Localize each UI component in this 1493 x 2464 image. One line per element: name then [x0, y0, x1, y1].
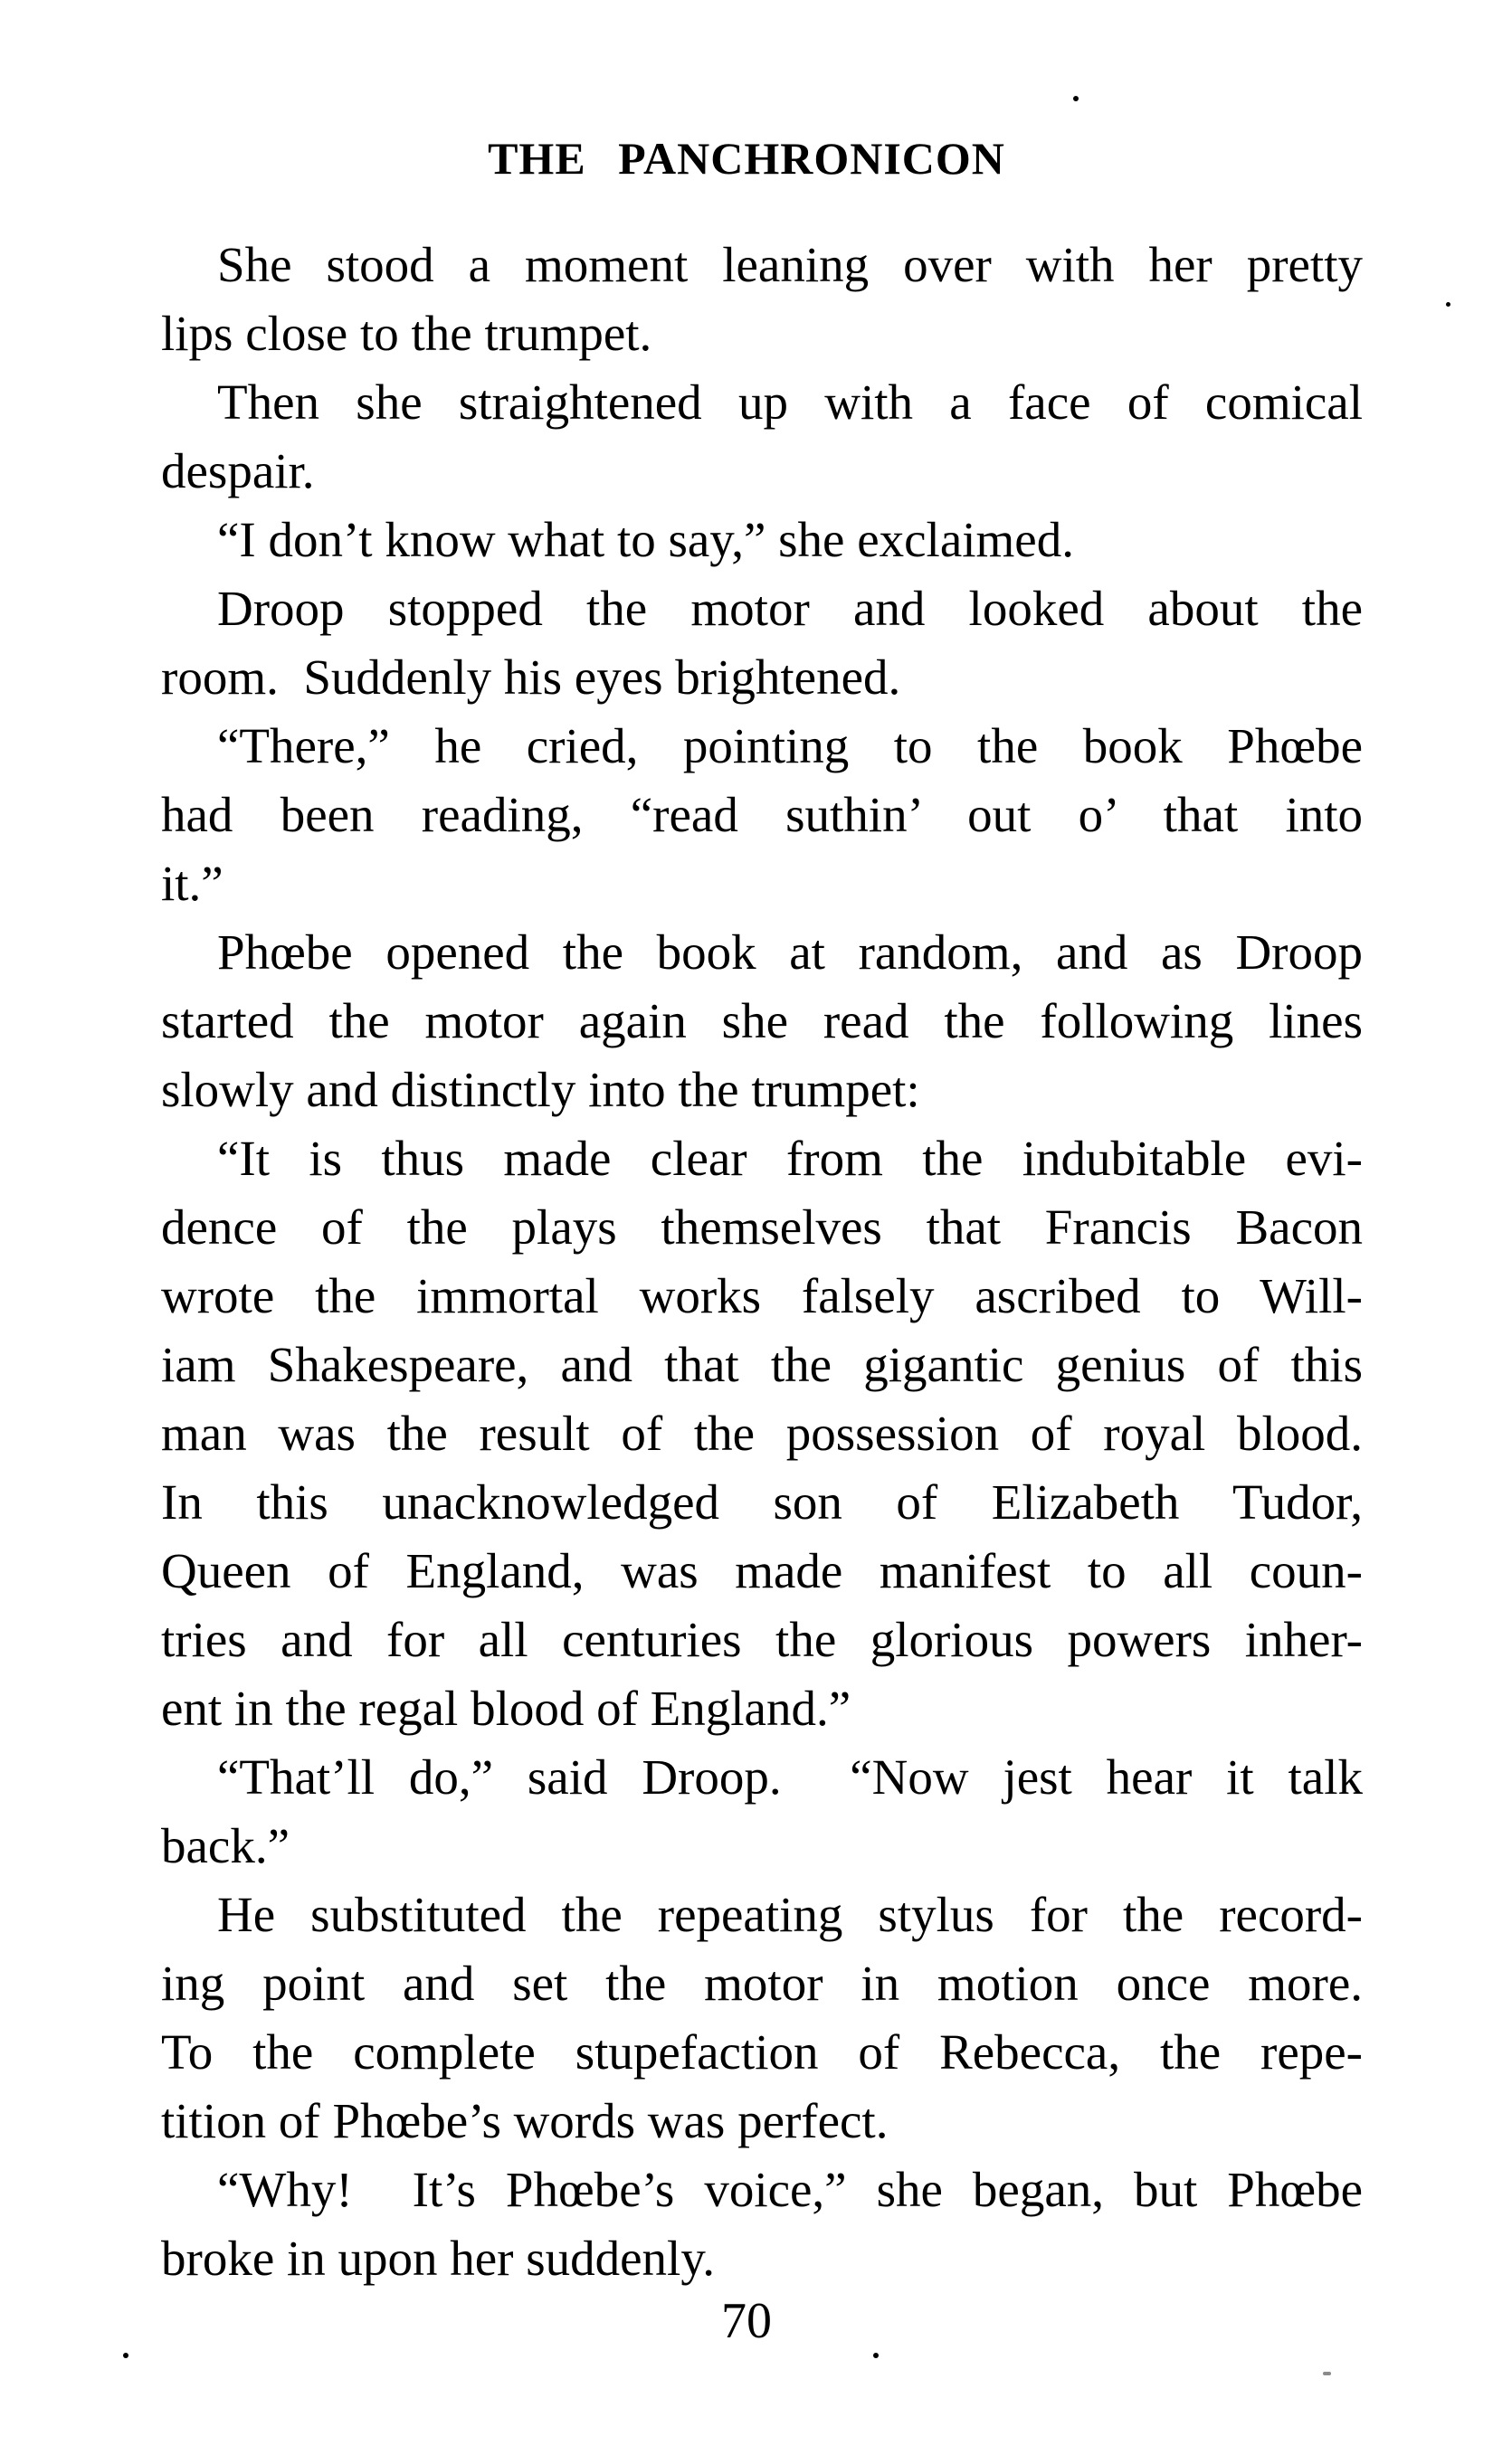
text-line: iam Shakespeare, and that the gigantic genius of this [161, 1337, 1363, 1392]
text-line: had been reading, “read suthin’ out o’ that into [161, 787, 1363, 842]
text-line: Then she straightened up with a face of comical [217, 374, 1363, 430]
text-line: “That’ll do,” said Droop. “Now jest hear it talk [217, 1749, 1363, 1805]
text-line: In this unacknowledged son of Elizabeth Tudor, [161, 1474, 1363, 1530]
text-line: man was the result of the possession of royal blood. [161, 1406, 1363, 1461]
text-line: room. Suddenly his eyes brightened. [161, 649, 901, 705]
text-line: ent in the regal blood of England.” [161, 1681, 851, 1736]
text-line: She stood a moment leaning over with her pretty [217, 237, 1363, 292]
text-line: “I don’t know what to say,” she exclaimed. [217, 512, 1074, 567]
scan-speck [1446, 302, 1450, 307]
scan-speck [873, 2353, 879, 2358]
body-text [161, 231, 1363, 2293]
scan-speck [1323, 2372, 1331, 2375]
text-line: tition of Phœbe’s words was perfect. [161, 2093, 889, 2148]
scan-speck [123, 2353, 128, 2358]
text-line: back.” [161, 1818, 290, 1873]
text-line: “It is thus made clear from the indubitable evi- [217, 1131, 1363, 1186]
text-line: Queen of England, was made manifest to all coun- [161, 1543, 1363, 1598]
text-line: To the complete stupefaction of Rebecca, the repe- [161, 2024, 1363, 2080]
text-line: started the motor again she read the following lines [161, 993, 1363, 1048]
scan-speck [1073, 96, 1079, 101]
text-line: broke in upon her suddenly. [161, 2231, 716, 2286]
text-line: “Why! It’s Phœbe’s voice,” she began, but Phœbe [217, 2162, 1363, 2217]
text-line: “There,” he cried, pointing to the book Phœbe [217, 718, 1363, 773]
text-line: it.” [161, 856, 223, 911]
text-line: He substituted the repeating stylus for the record- [217, 1887, 1363, 1942]
text-line: ing point and set the motor in motion once more. [161, 1956, 1363, 2011]
text-line: slowly and distinctly into the trumpet: [161, 1062, 920, 1117]
text-line: Phœbe opened the book at random, and as Droop [217, 924, 1363, 980]
text-line: dence of the plays themselves that Francis Bacon [161, 1199, 1363, 1255]
page-number: 70 [721, 2293, 772, 2349]
text-line: tries and for all centuries the glorious powers inher- [161, 1612, 1363, 1667]
text-line: wrote the immortal works falsely ascribed to Will- [161, 1268, 1363, 1323]
text-line: lips close to the trumpet. [161, 306, 652, 361]
running-header: THE PANCHRONICON [488, 133, 1005, 184]
text-line: despair. [161, 443, 315, 498]
text-line: Droop stopped the motor and looked about the [217, 581, 1363, 636]
